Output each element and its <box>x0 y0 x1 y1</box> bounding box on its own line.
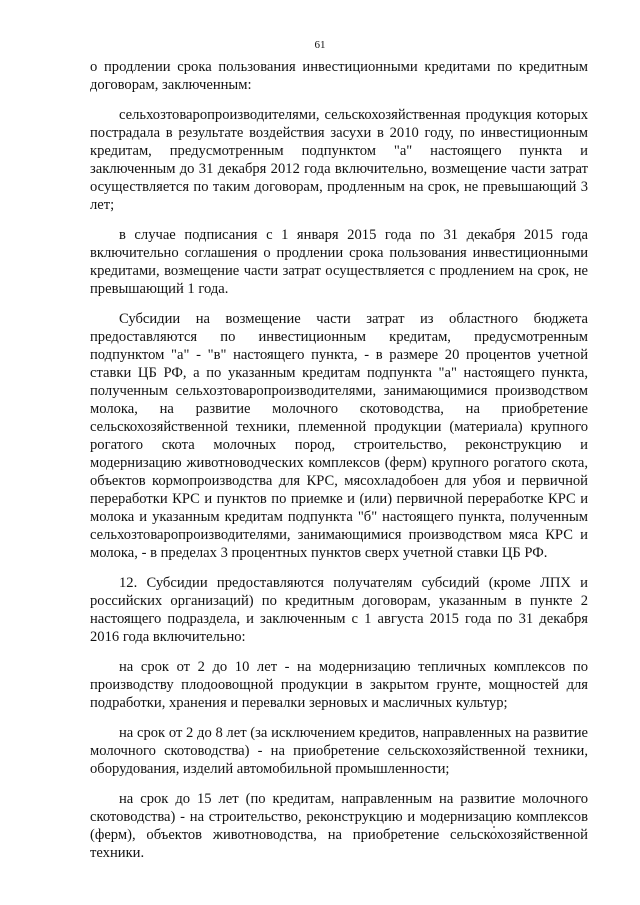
page-number: 61 <box>314 39 326 51</box>
paragraph-extension-2015: в случае подписания с 1 января 2015 года по 31 декабря 2015 года включительно соглашения о продлении срока пользования инвестиционными кредитами, возмещение части затрат осуществляется с продлением на срок, не превышающий 1 года. <box>90 227 588 297</box>
paragraph-term-15-years: на срок до 15 лет (по кредитам, направленным на развитие молочного скотоводства) - на строительство, реконструкцию и модернизацию комплексов (ферм), объектов животноводства, на приобретение сельскохозяйственной техники. <box>90 791 588 861</box>
paragraph-term-10-years: на срок от 2 до 10 лет - на модернизацию тепличных комплексов по производству плодоовощной продукции в закрытом грунте, мощностей для подработки, хранения и перевалки зерновых и масличных культур; <box>90 659 588 711</box>
scan-artifact-dot <box>493 826 495 828</box>
paragraph-term-8-years: на срок от 2 до 8 лет (за исключением кредитов, направленных на развитие молочного скотоводства) - на приобретение сельскохозяйственной техники, оборудования, изделий автомобильной промышленности; <box>90 725 588 777</box>
document-body <box>90 58 588 870</box>
paragraph-subsidy-rates: Субсидии на возмещение части затрат из областного бюджета предоставляются по инвестиционным кредитам, предусмотренным подпунктом "а" - "в" настоящего пункта, - в размере 20 процентов учетной ставки ЦБ РФ, а по указанным кредитам подпункта "а" настоящего пункта, полученным сельхозтоваропроизводителями, занимающимися производством молока, на развитие молочного скотоводства, на приобретение сельскохозяйственной техники, племенной продукции (материала) крупного рогатого скота молочных пород, строительство, реконструкцию и модернизацию животноводческих комплексов (ферм) крупного рогатого скота, объектов кормопроизводства для КРС, мясохладобоен для убоя и первичной переработки КРС и пунктов по приемке и (или) первичной переработке КРС и молока и указанным кредитам подпункта "б" настоящего пункта, полученным сельхозтоваропроизводителями, занимающимися производством мяса КРС и молока, - в пределах 3 процентных пунктов сверх учетной ставки ЦБ РФ. <box>90 311 588 561</box>
paragraph-drought-producers: сельхозтоваропроизводителями, сельскохозяйственная продукция которых пострадала в результате воздействия засухи в 2010 году, по инвестиционным кредитам, предусмотренным подпунктом "а" настоящего пункта и заключенным до 31 декабря 2012 года включительно, возмещение части затрат осуществляется по таким договорам, продленным на срок, не превышающий 3 лет; <box>90 107 588 213</box>
paragraph-item-12: 12. Субсидии предоставляются получателям субсидий (кроме ЛПХ и российских организаций) по кредитным договорам, указанным в пункте 2 настоящего подраздела, и заключенным с 1 августа 2015 года по 31 декабря 2016 года включительно: <box>90 575 588 645</box>
paragraph-continuation: о продлении срока пользования инвестиционными кредитами по кредитным договорам, заключенным: <box>90 59 588 93</box>
